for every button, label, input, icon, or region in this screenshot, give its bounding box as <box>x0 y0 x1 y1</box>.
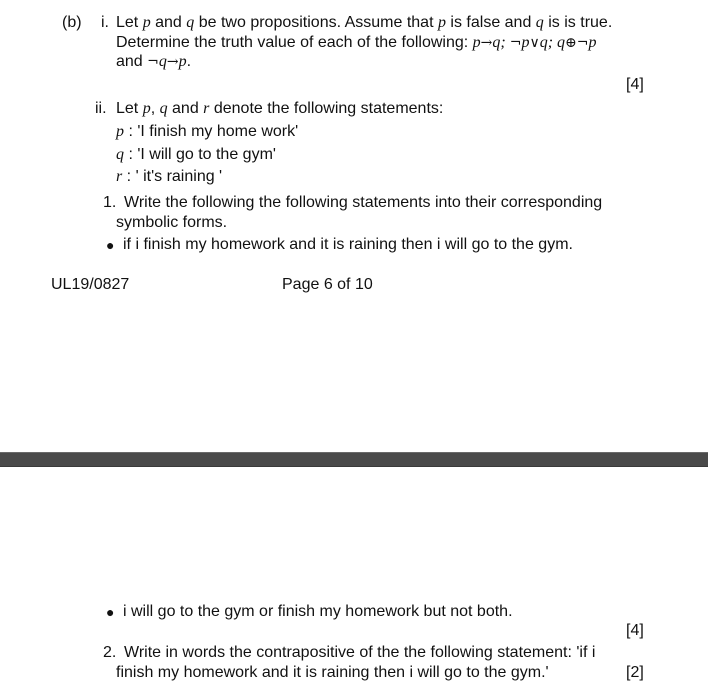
task-2-marks: [2] <box>626 664 644 681</box>
bullet-1-text: if i finish my homework and it is raining then i will go to the gym. <box>123 236 573 253</box>
footer-student-id: UL19/0827 <box>51 276 130 293</box>
question-i-line2: Determine the truth value of each of the following: p→q; ¬p∨q; q⊕¬p <box>116 34 597 51</box>
question-i-line1: Let p and q be two propositions. Assume that p is false and q is is true. <box>116 14 613 31</box>
bullet-2-text: i will go to the gym or finish my homework but not both. <box>123 603 513 620</box>
bullet-dot-icon: ● <box>106 237 115 253</box>
footer-page-number: Page 6 of 10 <box>282 276 373 293</box>
task-1-line1: Write the following the following statements into their corresponding <box>124 194 603 211</box>
question-ii-intro: Let p, q and r denote the following statements: <box>116 100 444 117</box>
statement-r: r : ' it's raining ' <box>116 168 223 185</box>
part-label: (b) <box>62 14 82 31</box>
task-2-number: 2. <box>103 644 117 661</box>
question-ii-number: ii. <box>95 100 107 117</box>
statement-p: p : 'I finish my home work' <box>116 123 299 140</box>
bullet-2-marks: [4] <box>626 622 644 639</box>
question-i-line3: and ¬q→p. <box>116 53 192 70</box>
bullet-dot-icon: ● <box>106 604 115 620</box>
task-1-number: 1. <box>103 194 117 211</box>
statement-q: q : 'I will go to the gym' <box>116 146 276 163</box>
page-separator <box>0 452 708 467</box>
task-2-line2: finish my homework and it is raining then i will go to the gym.' <box>116 664 549 681</box>
question-i-number: i. <box>101 14 109 31</box>
task-1-line2: symbolic forms. <box>116 214 228 231</box>
question-i-marks: [4] <box>626 76 644 93</box>
task-2-line1: Write in words the contrapositive of the the following statement: 'if i <box>124 644 596 661</box>
